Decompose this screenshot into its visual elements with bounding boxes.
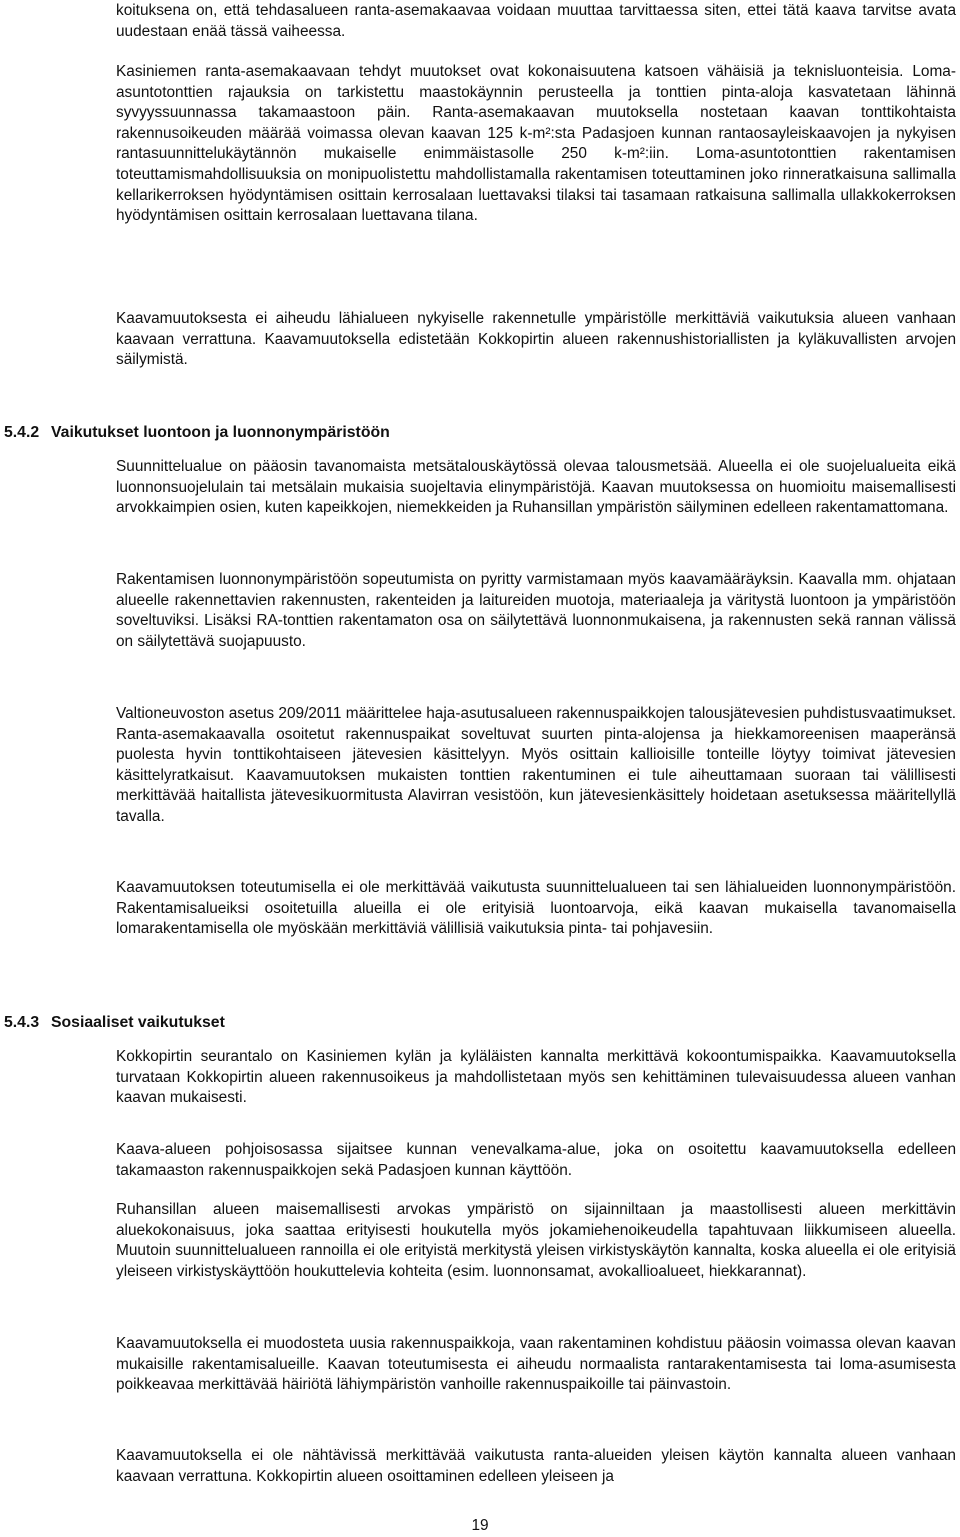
paragraph-543-3: Ruhansillan alueen maisemallisesti arvokas ympäristö on sijainniltaan ja maastollisesti alueen merkittävin aluekokonaisuus, joka saattaa erityisesti houkutella myös jokamiehenoikeudella tapahtuvaan liikkumiseen alueella. Muutoin suunnittelualueen rannoilla ei ole erityistä merkitystä yleisen virkistyskäytön kannalta, koska alueella ei ole erityisiä yleiseen virkistyskäyttöön houkuttelevia kohteita (esim. luonnonsamat, avokallioalueet, hiekkarannat). xyxy=(116,1201,956,1280)
section-heading-542 xyxy=(4,423,390,444)
paragraph-543-4: Kaavamuutoksella ei muodosteta uusia rakennuspaikkoja, vaan rakentaminen kohdistuu pääosin voimassa olevan kaavan mukaisille rakentamisalueille. Kaavan toteutumisesta ei aiheudu normaalista rantarakentamisesta tai loma-asumisesta poikkeavaa merkittävää häiriötä lähiympäristön vanhoille rakennuspaikoille tai päinvastoin. xyxy=(116,1335,956,1394)
paragraph-543-1: Kokkopirtin seurantalo on Kasiniemen kylän ja kyläläisten kannalta merkittävä kokoontumispaikka. Kaavamuutoksella turvataan Kokkopirtin alueen rakennusoikeus ja mahdollistetaan myös sen kehittäminen tulevaisuudessa alueen vanhan kaavan mukaisesti. xyxy=(116,1048,956,1107)
paragraph-543-2: Kaava-alueen pohjoisosassa sijaitsee kunnan venevalkama-alue, joka on osoitettu kaavamuutoksella edelleen takamaaston rakennuspaikkojen sekä Padasjoen kunnan käyttöön. xyxy=(116,1141,956,1179)
paragraph-542-3: Valtioneuvoston asetus 209/2011 määrittelee haja-asutusalueen rakennuspaikkojen talousjätevesien puhdistusvaatimukset. Ranta-asemakaavalla osoitetut rakennuspaikat soveltuvat suurten pinta-alojensa ja hiekkamoreenisen maaperänsä puolesta hyvin tonttikohtaiseen jätevesien käsittelyyn. Myös osittain kallioisille tonteille löytyy toimivat jätevesien käsittelyratkaisut. Kaavamuutoksen mukaisten tonttien rakentuminen ei tule aiheuttamaan suoraan tai välillisesti merkittävää haitallista jätevesikuormitusta Alavirran vesistöön, kun jätevesienkäsittely hoidetaan asetuksessa määritellyllä tavalla. xyxy=(116,705,956,825)
paragraph-543-5: Kaavamuutoksella ei ole nähtävissä merkittävää vaikutusta ranta-alueiden yleisen käytön kannalta alueen vanhaan kaavaan verrattuna. Kokkopirtin alueen osoittaminen edelleen yleiseen ja xyxy=(116,1447,956,1485)
section-number: 5.4.2 xyxy=(4,424,40,441)
paragraph-542-2: Rakentamisen luonnonympäristöön sopeutumista on pyritty varmistamaan myös kaavamääräyksin. Kaavalla mm. ohjataan alueelle rakennettavien rakennusten, rakenteiden ja laitureiden muotoja, materiaaleja ja väritystä luontoon ja ympäristöön soveltuviksi. Lisäksi RA-tonttien rakentamaton osa on säilytettävä luonnonmukaisena, ja rakennusten sekä rannan välissä on säilytettävä suojapuusto. xyxy=(116,571,956,650)
paragraph-542-1: Suunnittelualue on pääosin tavanomaista metsätalouskäytössä olevaa talousmetsää. Alueella ei ole suojelualueita eikä luonnonsuojelulain tai metsälain mukaisia suojeltavia elinympäristöjä. Kaavan muutoksessa on huomioitu maisemallisesti arvokkaimpien osien, kuten kapeikkojen, niemekkeiden ja Ruhansillan ympäristön säilyminen edelleen rakentamattomana. xyxy=(116,458,956,517)
page-number: 19 xyxy=(471,1517,489,1534)
section-title: Vaikutukset luontoon ja luonnonympäristöön xyxy=(51,424,390,441)
section-heading-543 xyxy=(4,1013,225,1034)
section-title: Sosiaaliset vaikutukset xyxy=(51,1014,225,1031)
paragraph-intro-1: koituksena on, että tehdasalueen ranta-asemakaavaa voidaan muuttaa tarvittaessa siten, ettei tätä kaava tarvitse avata uudestaan enää tässä vaiheessa. xyxy=(116,2,956,40)
paragraph-intro-3: Kaavamuutoksesta ei aiheudu lähialueen nykyiselle rakennetulle ympäristölle merkittäviä vaikutuksia alueen vanhaan kaavaan verrattuna. Kaavamuutoksella edistetään Kokkopirtin alueen rakennushistoriallisten ja kyläkuvallisten arvojen säilymistä. xyxy=(116,310,956,369)
paragraph-542-4: Kaavamuutoksen toteutumisella ei ole merkittävää vaikutusta suunnittelualueen tai sen lähialueiden luonnonympäristöön. Rakentamisalueiksi osoitetuilla alueilla ei ole erityisiä luontoarvoja, eikä kaavan mukaisella tavanomaisella lomarakentamisella ole myöskään merkittäviä välillisiä vaikutuksia pinta- tai pohjavesiin. xyxy=(116,879,956,938)
section-number: 5.4.3 xyxy=(4,1014,40,1031)
paragraph-intro-2: Kasiniemen ranta-asemakaavaan tehdyt muutokset ovat kokonaisuutena katsoen vähäisiä ja teknisluonteisia. Loma-asuntotonttien rajauksia on tarkistettu maastokäynnin perusteella ja tonttien pinta-aloja kasvatetaan lähinnä syvyyssuunnassa takamaastoon päin. Ranta-asemakaavan muutoksella nostetaan kaavan tonttikohtaista rakennusoikeuden määrää voimassa olevan kaavan 125 k-m²:sta Padasjoen kunnan rantaosayleiskaavojen ja nykyisen rantasuunnittelukäytännön mukaiselle enimmäistasolle 250 k-m²:iin. Loma-asuntotonttien rakentamisen toteuttamismahdollisuuksia on monipuolistettu mahdollistamalla rakentamisen toteuttaminen joko rinneratkaisuna sallimalla kellarikerroksen hyödyntämisen osittain kerrosalaan luettavaksi tilaksi tai tasamaan ratkaisuna sallimalla ullakkokerroksen hyödyntämisen osittain kerrosalaan luettavana tilana. xyxy=(116,63,956,225)
